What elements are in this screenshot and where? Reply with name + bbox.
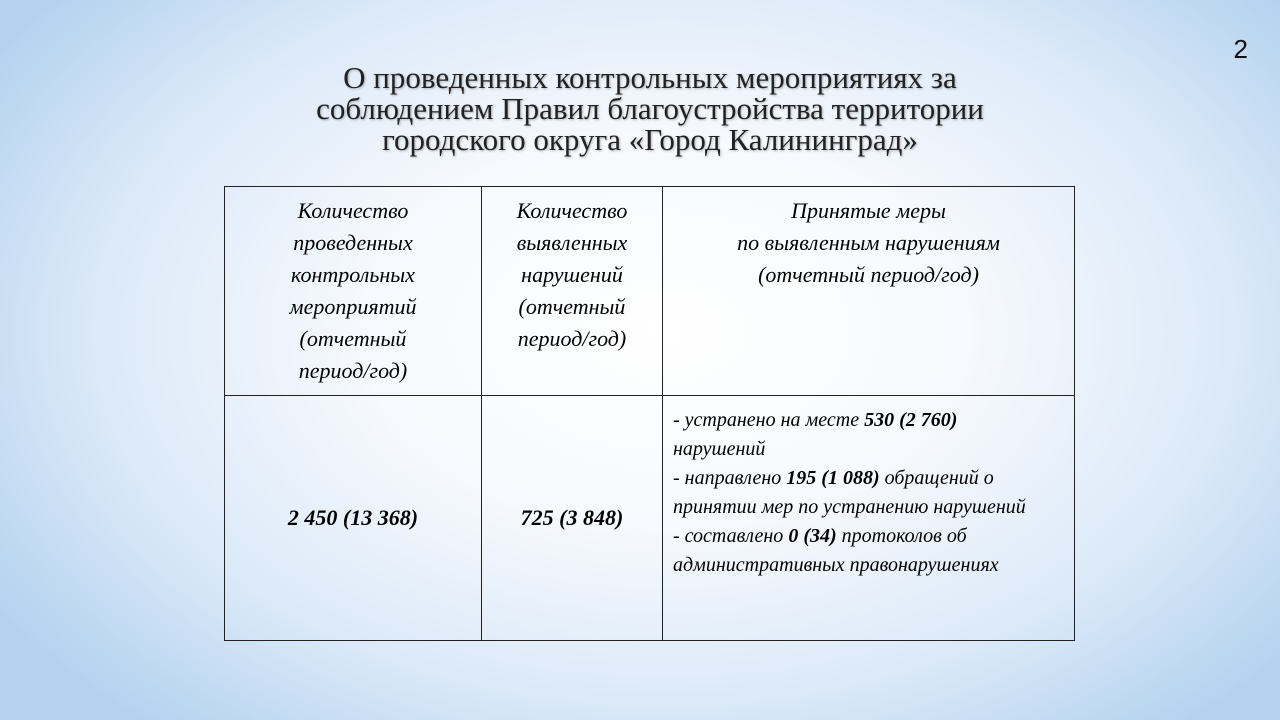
measure-value: 195 (1 088) — [786, 467, 880, 489]
header-text-line: проведенных — [293, 230, 413, 255]
measure-suffix: обращений о — [879, 467, 994, 489]
page-number: 2 — [1233, 34, 1248, 64]
measure-prefix: - составлено — [673, 525, 789, 547]
inspections-value: 2 450 (13 368) — [225, 396, 482, 641]
violations-value: 725 (3 848) — [482, 396, 663, 641]
header-text-line: Количество — [297, 198, 409, 223]
measure-value: 0 (34) — [788, 525, 837, 547]
header-text-line: Количество — [516, 198, 628, 223]
measure-suffix: протоколов об — [836, 525, 967, 547]
measure-value: 530 (2 760) — [864, 409, 958, 431]
table-row — [225, 396, 1075, 641]
measure-prefix: - направлено — [673, 467, 787, 489]
measure-item-appeals — [673, 464, 1064, 522]
header-text-line: по выявленным нарушениям — [737, 230, 1000, 255]
slide-title — [200, 62, 1100, 155]
header-text-line: Принятые меры — [791, 198, 946, 223]
header-text-line: (отчетный период/год) — [758, 262, 979, 287]
header-text-line: (отчетный — [299, 326, 407, 351]
header-text-line: выявленных — [516, 230, 628, 255]
header-inspections-count — [225, 187, 482, 396]
measure-prefix: - устранено на месте — [673, 409, 865, 431]
header-text-line: период/год) — [517, 326, 627, 351]
header-text-line: период/год) — [298, 358, 408, 383]
title-line-3: городского округа «Город Калининград» — [382, 122, 918, 157]
header-text-line: контрольных — [291, 262, 415, 287]
measures-list — [663, 396, 1075, 641]
header-measures-taken — [663, 187, 1075, 396]
table-header-row — [225, 187, 1075, 396]
header-text-line: нарушений — [521, 262, 623, 287]
header-text-line: (отчетный — [518, 294, 626, 319]
title-line-1: О проведенных контрольных мероприятиях за — [343, 60, 957, 95]
header-text-line: мероприятий — [289, 294, 417, 319]
measure-item-eliminated — [673, 406, 1064, 464]
measure-item-protocols — [673, 522, 1064, 580]
measure-continuation: нарушений — [673, 438, 766, 460]
measure-continuation: административных правонарушениях — [673, 554, 999, 576]
inspection-results-table — [224, 186, 1075, 641]
header-violations-count — [482, 187, 663, 396]
measure-continuation: принятии мер по устранению нарушений — [673, 496, 1026, 518]
title-line-2: соблюдением Правил благоустройства территории — [316, 91, 984, 126]
